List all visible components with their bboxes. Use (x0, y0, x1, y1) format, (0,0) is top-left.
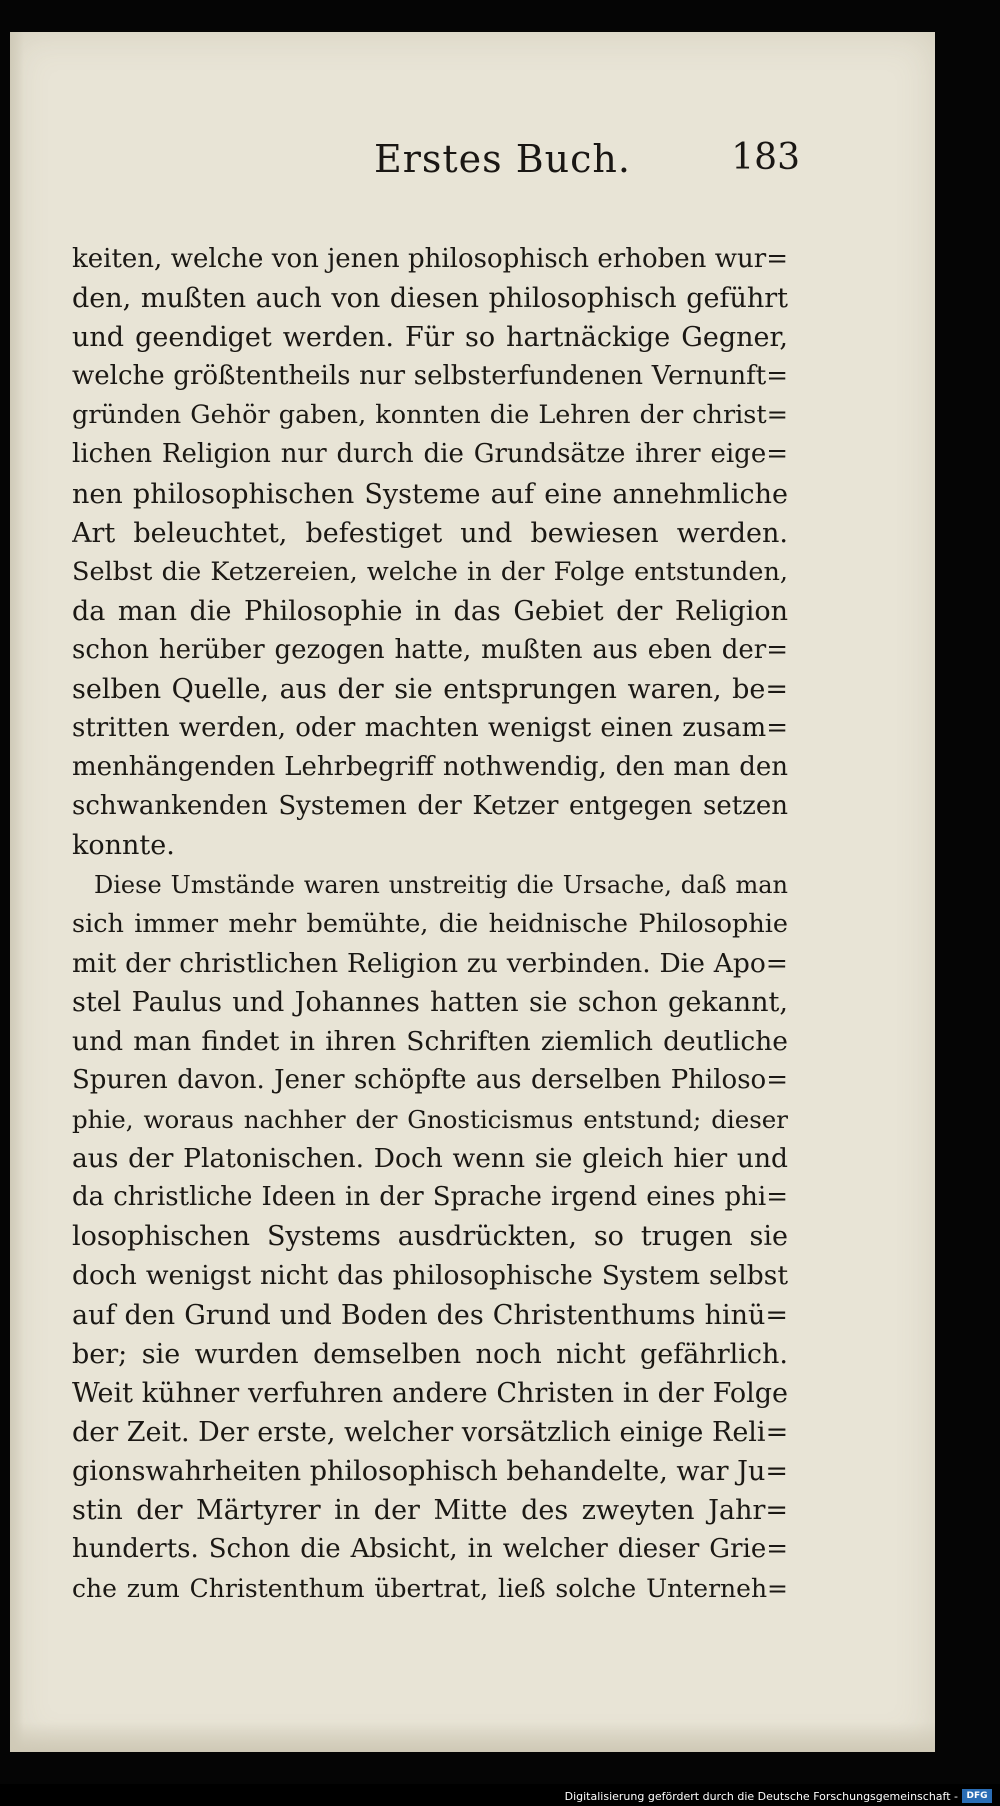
page-number: 183 (731, 137, 800, 178)
text-line: menhängenden Lehrbegriff nothwendig, den man den (72, 752, 788, 783)
text-line: doch wenigst nicht das philosophische System selbst (72, 1260, 788, 1292)
text-line: auf den Grund und Boden des Christenthums hinü= (72, 1299, 788, 1331)
text-line: mit der christlichen Religion zu verbinden. Die Apo= (72, 947, 788, 979)
text-line: Spuren davon. Jener schöpfte aus derselben Philoso= (72, 1064, 788, 1095)
text-line: sich immer mehr bemühte, die heidnische Philosophie (72, 908, 788, 939)
text-line: stin der Märtyrer in der Mitte des zweyten Jahr= (72, 1495, 788, 1526)
digitization-credit-bar (0, 1784, 1000, 1806)
text-line: schwankenden Systemen der Ketzer entgegen setzen (72, 791, 788, 822)
text-line: phie, woraus nachher der Gnosticismus entstund; dieser (72, 1105, 788, 1135)
text-line: gründen Gehör gaben, konnten die Lehren der christ= (72, 400, 788, 431)
text-line: der Zeit. Der erste, welcher vorsätzlich einige Reli= (72, 1416, 788, 1448)
text-line: lichen Religion nur durch die Grundsätze ihrer eige= (72, 439, 788, 470)
text-line: gionswahrheiten philosophisch behandelte, war Ju= (72, 1455, 788, 1487)
text-line: da christliche Ideen in der Sprache irgend eines phi= (72, 1182, 788, 1213)
text-line: keiten, welche von jenen philosophisch erhoben wur= (72, 244, 788, 274)
dfg-logo-icon: DFG (962, 1789, 992, 1803)
text-line: und geendiget werden. Für so hartnäckige Gegner, (72, 322, 788, 354)
text-line: konnte. (72, 830, 175, 862)
text-line: schon herüber gezogen hatte, mußten aus eben der= (72, 634, 788, 665)
text-line: Weit kühner verfuhren andere Christen in der Folge (72, 1377, 788, 1409)
text-line: hunderts. Schon die Absicht, in welcher dieser Grie= (72, 1534, 788, 1565)
text-line: nen philosophischen Systeme auf eine annehmliche (72, 478, 788, 510)
text-line: Art beleuchtet, befestiget und bewiesen werden. (72, 517, 788, 549)
text-line: da man die Philosophie in das Gebiet der Religion (72, 595, 788, 627)
text-line: welche größtentheils nur selbsterfundenen Vernunft= (72, 361, 788, 392)
text-line: losophischen Systems ausdrückten, so trugen sie (72, 1221, 788, 1253)
book-page (10, 32, 935, 1752)
body-text (72, 240, 788, 1608)
text-line: ber; sie wurden demselben noch nicht gefährlich. (72, 1338, 788, 1370)
running-title: Erstes Buch. (374, 137, 631, 181)
text-line: stel Paulus und Johannes hatten sie schon gekannt, (72, 986, 788, 1018)
text-line: Selbst die Ketzereien, welche in der Folge entstunden, (72, 556, 788, 587)
text-line: stritten werden, oder machten wenigst einen zusam= (72, 713, 788, 744)
text-line: den, mußten auch von diesen philosophisch geführt (72, 283, 788, 315)
digitization-credit: Digitalisierung gefördert durch die Deutsche Forschungsgemeinschaft - (564, 1790, 958, 1803)
text-line: selben Quelle, aus der sie entsprungen waren, be= (72, 674, 788, 706)
text-line: aus der Platonischen. Doch wenn sie gleich hier und (72, 1143, 788, 1175)
text-line: che zum Christenthum übertrat, ließ solche Unterneh= (72, 1574, 788, 1604)
text-line: und man findet in ihren Schriften ziemlich deutliche (72, 1025, 788, 1057)
text-line: Diese Umstände waren unstreitig die Ursache, daß man (94, 870, 788, 899)
running-header (65, 137, 800, 197)
